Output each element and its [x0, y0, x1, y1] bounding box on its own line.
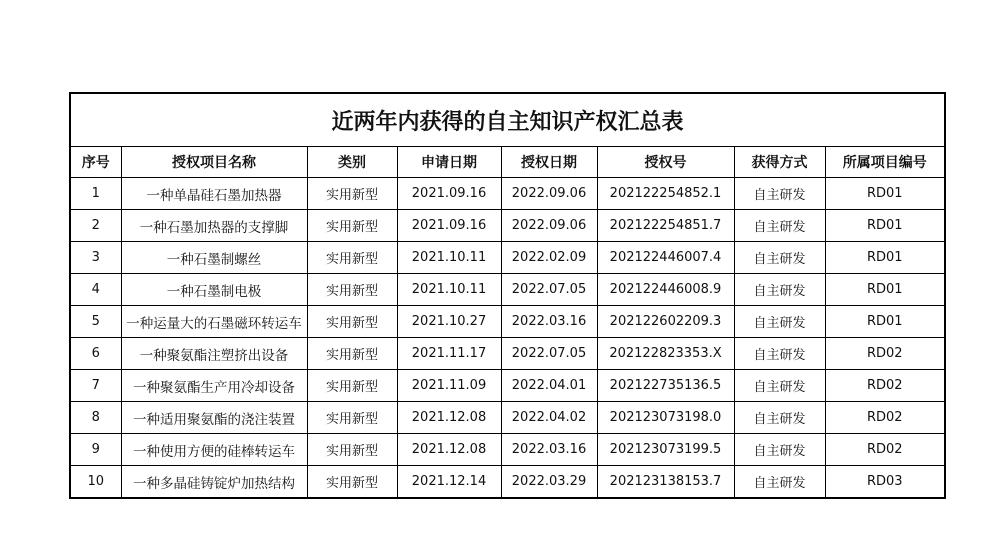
table-row: [71, 306, 944, 338]
category-cell: 实用新型: [307, 210, 397, 242]
table-row: [71, 466, 944, 498]
project-code-cell: RD01: [825, 306, 944, 338]
grant-date-cell: 2022.03.29: [501, 466, 597, 498]
application-date-cell: 2021.12.08: [397, 434, 501, 466]
table-row: [71, 434, 944, 466]
grant-number-cell: 202122446007.4: [597, 242, 734, 274]
grant-number-cell: 202122254852.1: [597, 178, 734, 210]
category-cell: 实用新型: [307, 178, 397, 210]
application-date-cell: 2021.11.09: [397, 370, 501, 402]
grant-date-cell: 2022.09.06: [501, 210, 597, 242]
category-cell: 实用新型: [307, 338, 397, 370]
grant-number-cell: 202122735136.5: [597, 370, 734, 402]
serial-cell: 5: [71, 306, 121, 338]
project-code-cell: RD02: [825, 370, 944, 402]
category-cell: 实用新型: [307, 402, 397, 434]
serial-cell: 6: [71, 338, 121, 370]
application-date-cell: 2021.10.11: [397, 274, 501, 306]
acquisition-method-cell: 自主研发: [734, 274, 825, 306]
header-grant-date: 授权日期: [501, 147, 597, 178]
header-grant-number: 授权号: [597, 147, 734, 178]
grant-date-cell: 2022.07.05: [501, 274, 597, 306]
project-code-cell: RD01: [825, 210, 944, 242]
serial-cell: 9: [71, 434, 121, 466]
header-serial: 序号: [71, 147, 121, 178]
category-cell: 实用新型: [307, 274, 397, 306]
ip-summary-table: [71, 94, 944, 497]
application-date-cell: 2021.11.17: [397, 338, 501, 370]
table-row: [71, 210, 944, 242]
project-code-cell: RD01: [825, 178, 944, 210]
grant-date-cell: 2022.04.01: [501, 370, 597, 402]
header-row: [71, 147, 944, 178]
acquisition-method-cell: 自主研发: [734, 402, 825, 434]
acquisition-method-cell: 自主研发: [734, 434, 825, 466]
category-cell: 实用新型: [307, 434, 397, 466]
serial-cell: 4: [71, 274, 121, 306]
application-date-cell: 2021.09.16: [397, 210, 501, 242]
application-date-cell: 2021.12.14: [397, 466, 501, 498]
table-row: [71, 338, 944, 370]
acquisition-method-cell: 自主研发: [734, 210, 825, 242]
table-row: [71, 402, 944, 434]
grant-date-cell: 2022.07.05: [501, 338, 597, 370]
project-name-cell: 一种适用聚氨酯的浇注装置: [121, 402, 307, 434]
table-body: [71, 178, 944, 498]
project-name-cell: 一种聚氨酯注塑挤出设备: [121, 338, 307, 370]
category-cell: 实用新型: [307, 370, 397, 402]
serial-cell: 1: [71, 178, 121, 210]
grant-number-cell: 202122602209.3: [597, 306, 734, 338]
header-category: 类别: [307, 147, 397, 178]
application-date-cell: 2021.10.11: [397, 242, 501, 274]
category-cell: 实用新型: [307, 306, 397, 338]
table-row: [71, 178, 944, 210]
project-name-cell: 一种多晶硅铸锭炉加热结构: [121, 466, 307, 498]
summary-table-frame: [69, 92, 946, 499]
header-application-date: 申请日期: [397, 147, 501, 178]
application-date-cell: 2021.10.27: [397, 306, 501, 338]
grant-date-cell: 2022.02.09: [501, 242, 597, 274]
grant-number-cell: 202122254851.7: [597, 210, 734, 242]
project-name-cell: 一种石墨制电极: [121, 274, 307, 306]
header-acquisition-method: 获得方式: [734, 147, 825, 178]
acquisition-method-cell: 自主研发: [734, 242, 825, 274]
project-name-cell: 一种聚氨酯生产用冷却设备: [121, 370, 307, 402]
project-name-cell: 一种单晶硅石墨加热器: [121, 178, 307, 210]
category-cell: 实用新型: [307, 466, 397, 498]
project-name-cell: 一种石墨制螺丝: [121, 242, 307, 274]
acquisition-method-cell: 自主研发: [734, 370, 825, 402]
application-date-cell: 2021.09.16: [397, 178, 501, 210]
project-code-cell: RD02: [825, 338, 944, 370]
table-title: 近两年内获得的自主知识产权汇总表: [71, 94, 944, 147]
header-project-name: 授权项目名称: [121, 147, 307, 178]
project-code-cell: RD03: [825, 466, 944, 498]
grant-number-cell: 202123073198.0: [597, 402, 734, 434]
serial-cell: 10: [71, 466, 121, 498]
grant-number-cell: 202123073199.5: [597, 434, 734, 466]
project-name-cell: 一种运量大的石墨磁环转运车: [121, 306, 307, 338]
serial-cell: 2: [71, 210, 121, 242]
serial-cell: 3: [71, 242, 121, 274]
acquisition-method-cell: 自主研发: [734, 178, 825, 210]
grant-date-cell: 2022.04.02: [501, 402, 597, 434]
acquisition-method-cell: 自主研发: [734, 306, 825, 338]
serial-cell: 7: [71, 370, 121, 402]
acquisition-method-cell: 自主研发: [734, 338, 825, 370]
grant-date-cell: 2022.03.16: [501, 434, 597, 466]
grant-number-cell: 202123138153.7: [597, 466, 734, 498]
application-date-cell: 2021.12.08: [397, 402, 501, 434]
grant-date-cell: 2022.09.06: [501, 178, 597, 210]
grant-number-cell: 202122823353.X: [597, 338, 734, 370]
grant-date-cell: 2022.03.16: [501, 306, 597, 338]
header-project-code: 所属项目编号: [825, 147, 944, 178]
project-code-cell: RD01: [825, 242, 944, 274]
project-code-cell: RD02: [825, 402, 944, 434]
grant-number-cell: 202122446008.9: [597, 274, 734, 306]
project-code-cell: RD02: [825, 434, 944, 466]
project-name-cell: 一种石墨加热器的支撑脚: [121, 210, 307, 242]
table-row: [71, 242, 944, 274]
serial-cell: 8: [71, 402, 121, 434]
table-row: [71, 370, 944, 402]
table-row: [71, 274, 944, 306]
project-name-cell: 一种使用方便的硅棒转运车: [121, 434, 307, 466]
project-code-cell: RD01: [825, 274, 944, 306]
category-cell: 实用新型: [307, 242, 397, 274]
acquisition-method-cell: 自主研发: [734, 466, 825, 498]
